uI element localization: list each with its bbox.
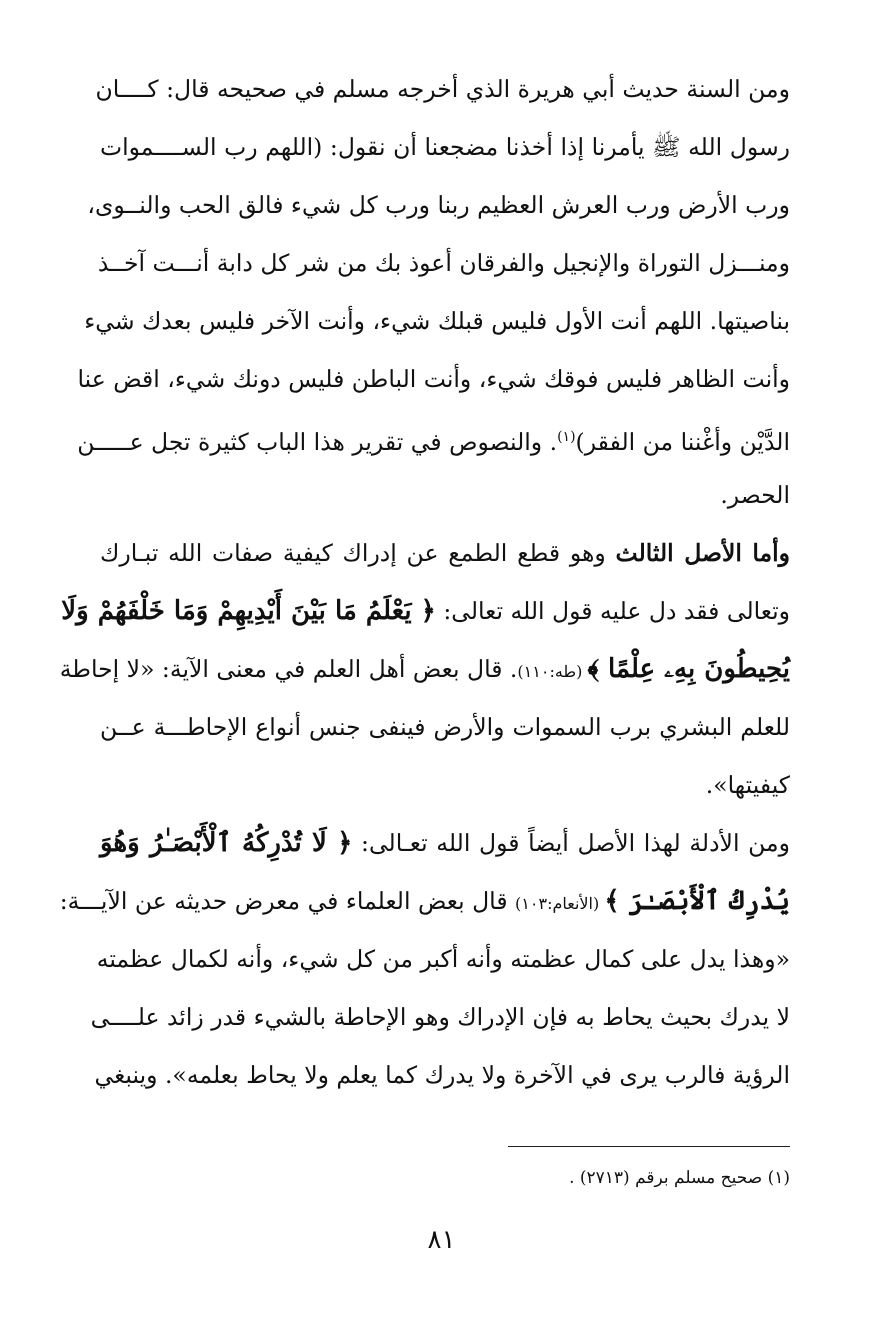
section-heading: وأما الأصل الثالث [615,539,790,567]
text-line: «وهذا يدل على كمال عظمته وأنه أكبر من كل شيء، وأنه لكمال عظمته [96,945,790,973]
text-line [100,814,790,872]
paragraph-1 [77,60,790,524]
text-line: الرؤية فالرب يرى في الآخرة ولا يدرك كما يعلم ولا يحاط بعلمه». وينبغي [94,1061,790,1089]
footnote-divider [508,1146,790,1147]
verse-reference: (الأنعام:١٠٣) [515,894,605,913]
text-line [61,582,790,640]
text-line [77,408,790,466]
text-line: للعلم البشري برب السموات والأرض فينفى جنس أنواع الإحاطـــة عــن [100,713,790,741]
line-text: وتعالى فقد دل عليه قول الله تعالى: [435,597,790,625]
verse-reference: (طه:١١٠) [517,662,588,681]
quran-verse: ﴿ يَعْلَمُ مَا بَيْنَ أَيْدِيهِمْ وَمَا خَلْفَهُمْ وَلَا [61,596,436,626]
paragraph-3 [59,814,790,1104]
text-line: كيفيتها». [705,771,790,799]
text-line [100,524,790,582]
text-line: ورب الأرض ورب العرش العظيم ربنا ورب كل شيء فالق الحب والنــوى، [87,191,790,219]
text-line: لا يدرك بحيث يحاط به فإن الإدراك وهو الإحاطة بالشيء قدر زائد علــــى [90,1003,790,1031]
text-line [59,640,790,698]
footnote-marker[interactable]: (١) [557,429,576,445]
text-line: ومن السنة حديث أبي هريرة الذي أخرجه مسلم في صحيحه قال: كــــان [95,75,790,103]
text-line: وأنت الظاهر فليس فوقك شيء، وأنت الباطن فليس دونك شيء، اقض عنا [77,365,790,393]
text-line: بناصيتها. اللهم أنت الأول فليس قبلك شيء، وأنت الآخر فليس بعدك شيء [84,307,790,335]
line-text: ومن الأدلة لهذا الأصل أيضاً قول الله تعـالى: [352,829,790,857]
quran-verse: يُحِيطُونَ بِهِۦ عِلْمًا ﴾ [587,654,790,684]
quran-verse: ﴿ لَا تُدْرِكُهُ ٱلْأَبْصَـٰرُ وَهُوَ [100,828,353,858]
text-line: الحصر. [720,481,790,509]
line-text: قال بعض العلماء في معرض حديثه عن الآيـــة: [59,887,516,915]
footnote: (١) صحيح مسلم برقم (٢٧١٣) . [569,1168,790,1188]
text-line: رسول الله ﷺ يأمرنا إذا أخذنا مضجعنا أن نقول: (اللهم رب الســــموات [100,133,790,161]
text-line [59,872,790,930]
line-text: . والنصوص في تقرير هذا الباب كثيرة تجل عـــــن [77,427,558,456]
paragraph-2 [59,524,790,814]
page-number: ٨١ [427,1225,456,1255]
line-text: الدَّيْن وأغْننا من الفقر) [575,427,790,456]
quran-verse: يُدْرِكُ ٱلْأَبْصَـٰرَ ﴾ [604,886,790,916]
line-text: وهو قطع الطمع عن إدراك كيفية صفات الله تبـارك [100,539,616,567]
line-text: . قال بعض أهل العلم في معنى الآية: «لا إحاطة [59,655,518,683]
text-line: ومنـــزل التوراة والإنجيل والفرقان أعوذ بك من شر كل دابة أنـــت آخــذ [97,249,790,277]
